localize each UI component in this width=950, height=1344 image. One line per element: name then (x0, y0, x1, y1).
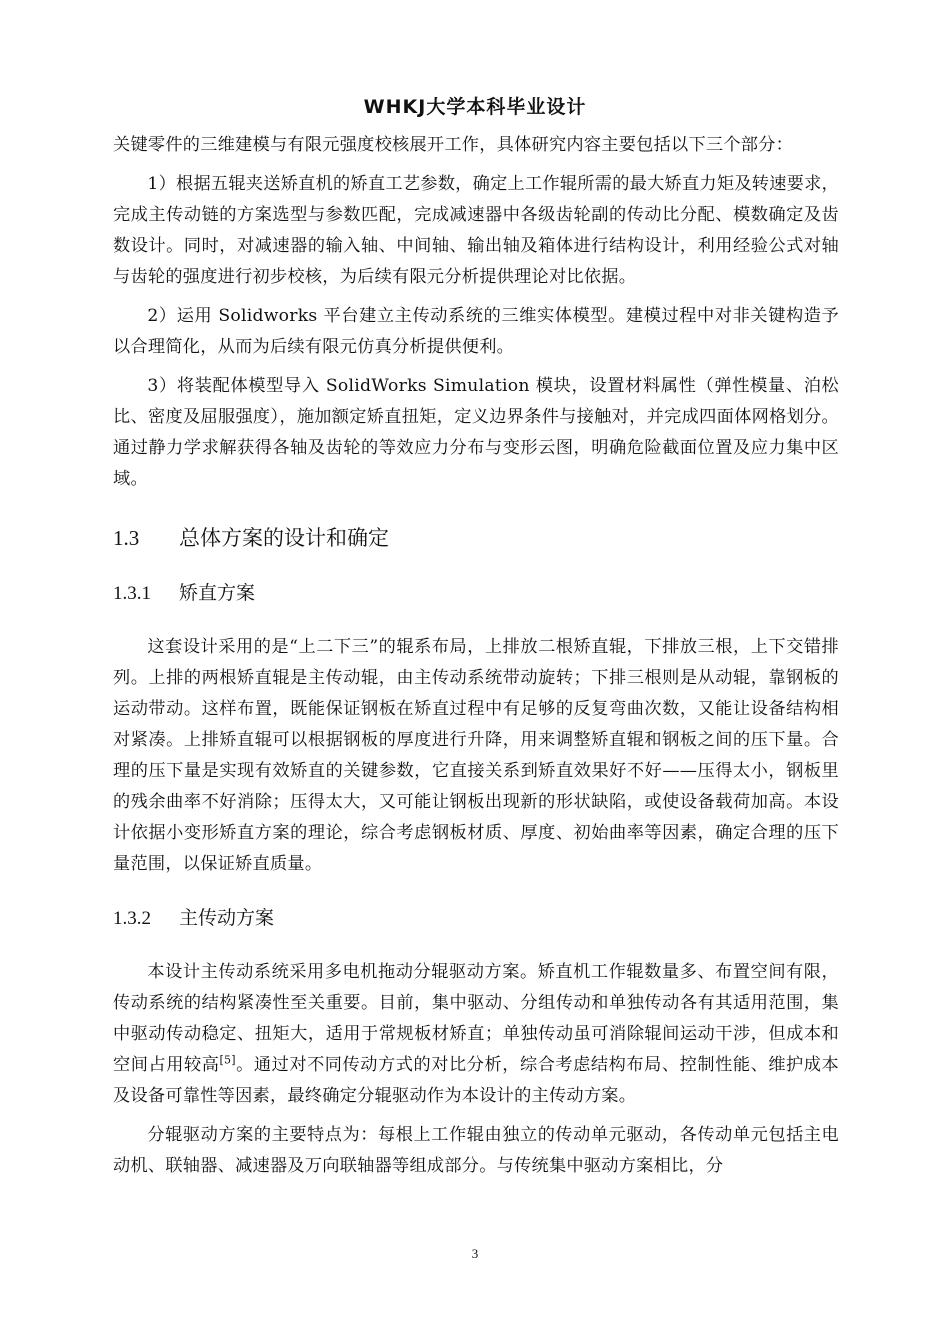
main-drive-text-after-ref: 。通过对不同传动方式的对比分析，综合考虑结构布局、控制性能、维护成本及设备可靠性等因素，最终确定分辊驱动作为本设计的主传动方案。 (113, 1055, 839, 1106)
citation-reference: [5] (219, 1053, 236, 1067)
section-heading-1-3 (113, 523, 839, 553)
straightening-scheme-paragraph: 这套设计采用的是“上二下三”的辊系布局，上排放二根矫直辊，下排放三根，上下交错排列。上排的两根矫直辊是主传动辊，由主传动系统带动旋转；下排三根则是从动辊，靠钢板的运动带动。这样布置，既能保证钢板在矫直过程中有足够的反复弯曲次数，又能让设备结构相对紧凑。上排矫直辊可以根据钢板的厚度进行升降，用来调整矫直辊和钢板之间的压下量。合理的压下量是实现有效矫直的关键参数，它直接关系到矫直效果好不好——压得太小，钢板里的残余曲率不好消除；压得太大，又可能让钢板出现新的形状缺陷，或使设备载荷加高。本设计依据小变形矫直方案的理论，综合考虑钢板材质、厚度、初始曲率等因素，确定合理的压下量范围，以保证矫直质量。 (113, 637, 839, 874)
subsection-title: 主传动方案 (179, 907, 275, 929)
intro-paragraph: 关键零件的三维建模与有限元强度校核展开工作，具体研究内容主要包括以下三个部分： (113, 135, 794, 155)
subsection-title: 矫直方案 (179, 582, 256, 604)
section-number: 1.3 (113, 526, 140, 550)
page-content (113, 130, 839, 1182)
subsection-number: 1.3.2 (113, 908, 151, 929)
page-number: 3 (471, 1246, 479, 1261)
research-item-1: 1）根据五辊夹送矫直机的矫直工艺参数，确定上工作辊所需的最大矫直力矩及转速要求，完成主传动链的方案选型与参数匹配，完成减速器中各级齿轮副的传动比分配、模数确定及齿数设计。同时，对减速器的输入轴、中间轴、输出轴及箱体进行结构设计，利用经验公式对轴与齿轮的强度进行初步校核，为后续有限元分析提供理论对比依据。 (113, 174, 839, 287)
main-drive-paragraph-1 (113, 957, 839, 1112)
research-item-3: 3）将装配体模型导入 SolidWorks Simulation 模块，设置材料属性（弹性模量、泊松比、密度及屈服强度），施加额定矫直扭矩，定义边界条件与接触对，并完成四面体网格划分。通过静力学求解获得各轴及齿轮的等效应力分布与变形云图，明确危险截面位置及应力集中区域。 (113, 376, 839, 489)
main-drive-text-before-ref: 本设计主传动系统采用多电机拖动分辊驱动方案。矫直机工作辊数量多、布置空间有限，传动系统的结构紧凑性至关重要。目前，集中驱动、分组传动和单独传动各有其适用范围，集中驱动传动稳定、扭矩大，适用于常规板材矫直；单独传动虽可消除辊间运动干涉，但成本和空间占用较高 (113, 962, 839, 1075)
main-drive-paragraph-2: 分辊驱动方案的主要特点为：每根上工作辊由独立的传动单元驱动，各传动单元包括主电动机、联轴器、减速器及万向联轴器等组成部分。与传统集中驱动方案相比，分 (113, 1125, 839, 1176)
page-header: WHKJ大学本科毕业设计 (363, 96, 587, 118)
subsection-number: 1.3.1 (113, 583, 151, 604)
section-heading-1-3-1 (113, 579, 839, 608)
section-heading-1-3-2 (113, 904, 839, 933)
section-title: 总体方案的设计和确定 (179, 526, 389, 550)
research-item-2: 2）运用 Solidworks 平台建立主传动系统的三维实体模型。建模过程中对非关键构造予以合理简化，从而为后续有限元仿真分析提供便利。 (113, 306, 839, 357)
